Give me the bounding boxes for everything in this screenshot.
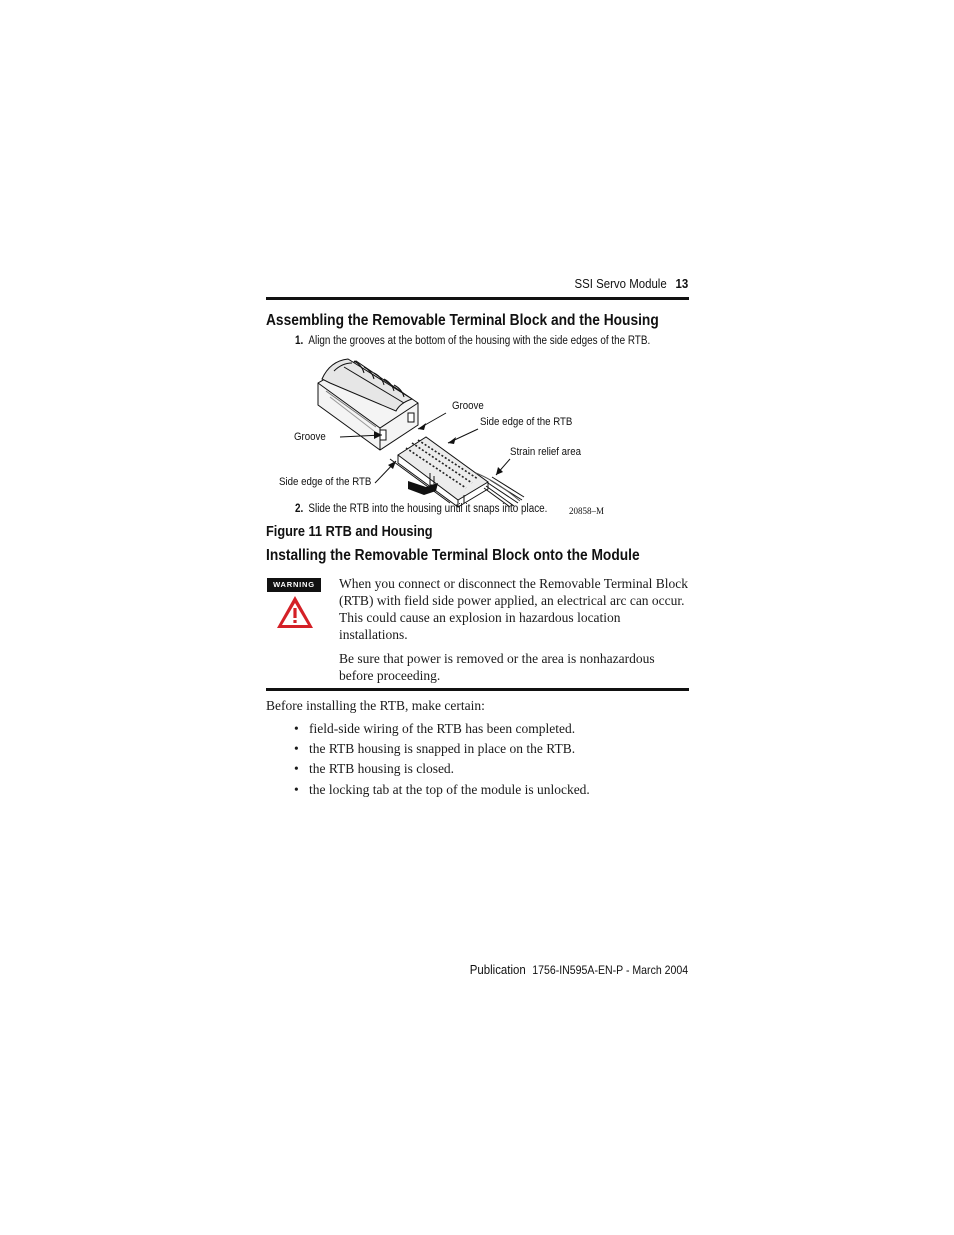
running-title: SSI Servo Module (574, 276, 667, 291)
warning-bottom-rule (266, 688, 689, 691)
page-number: 13 (675, 276, 688, 291)
warning-line: (RTB) with field side power applied, an electrical arc can occur. (339, 593, 685, 608)
step-2 (295, 503, 547, 515)
section-heading-assembling: Assembling the Removable Terminal Block and the Housing (266, 312, 659, 329)
list-item: • field-side wiring of the RTB has been completed. (294, 721, 576, 736)
footer-label: Publication (469, 962, 526, 977)
section-heading-installing: Installing the Removable Terminal Block onto the Module (266, 547, 640, 564)
figure-caption: Figure 11 RTB and Housing (266, 524, 433, 540)
warning-text-2 (339, 650, 655, 684)
label-groove-top: Groove (452, 400, 484, 412)
warning-line: This could cause an explosion in hazardous location (339, 610, 621, 625)
step-1-text: Align the grooves at the bottom of the housing with the side edges of the RTB. (308, 335, 651, 347)
label-groove-left: Groove (294, 431, 326, 443)
list-item-text: the RTB housing is closed. (309, 761, 455, 776)
list-item: • the RTB housing is snapped in place on the RTB. (294, 741, 576, 756)
list-item-text: the locking tab at the top of the module is unlocked. (309, 782, 590, 797)
warning-line: before proceeding. (339, 668, 441, 683)
running-header (574, 276, 688, 291)
footer (470, 962, 688, 977)
warning-text-1 (339, 575, 688, 643)
label-side-edge-top: Side edge of the RTB (480, 416, 573, 428)
figure-number: 20858–M (569, 506, 605, 516)
warning-line: installations. (339, 627, 408, 642)
step-2-text: Slide the RTB into the housing until it snaps into place. (308, 503, 548, 515)
step-1-number: 1. (295, 335, 304, 347)
warning-badge: WARNING (267, 578, 321, 592)
list-item: • the locking tab at the top of the module is unlocked. (294, 782, 590, 797)
list-item-text: the RTB housing is snapped in place on the RTB. (309, 741, 576, 756)
step-1 (295, 335, 650, 347)
intro-text: Before installing the RTB, make certain: (266, 698, 485, 713)
warning-line: When you connect or disconnect the Removable Terminal Block (339, 576, 688, 591)
step-2-number: 2. (295, 503, 304, 515)
list-item: • the RTB housing is closed. (294, 761, 455, 776)
header-rule (266, 297, 689, 300)
label-side-edge-bottom: Side edge of the RTB (279, 476, 372, 488)
list-item-text: field-side wiring of the RTB has been completed. (309, 721, 576, 736)
publication-number: 1756-IN595A-EN-P - March 2004 (532, 963, 688, 977)
label-strain-relief: Strain relief area (510, 446, 582, 458)
warning-triangle-icon (275, 594, 315, 630)
warning-line: Be sure that power is removed or the area is nonhazardous (339, 651, 655, 666)
